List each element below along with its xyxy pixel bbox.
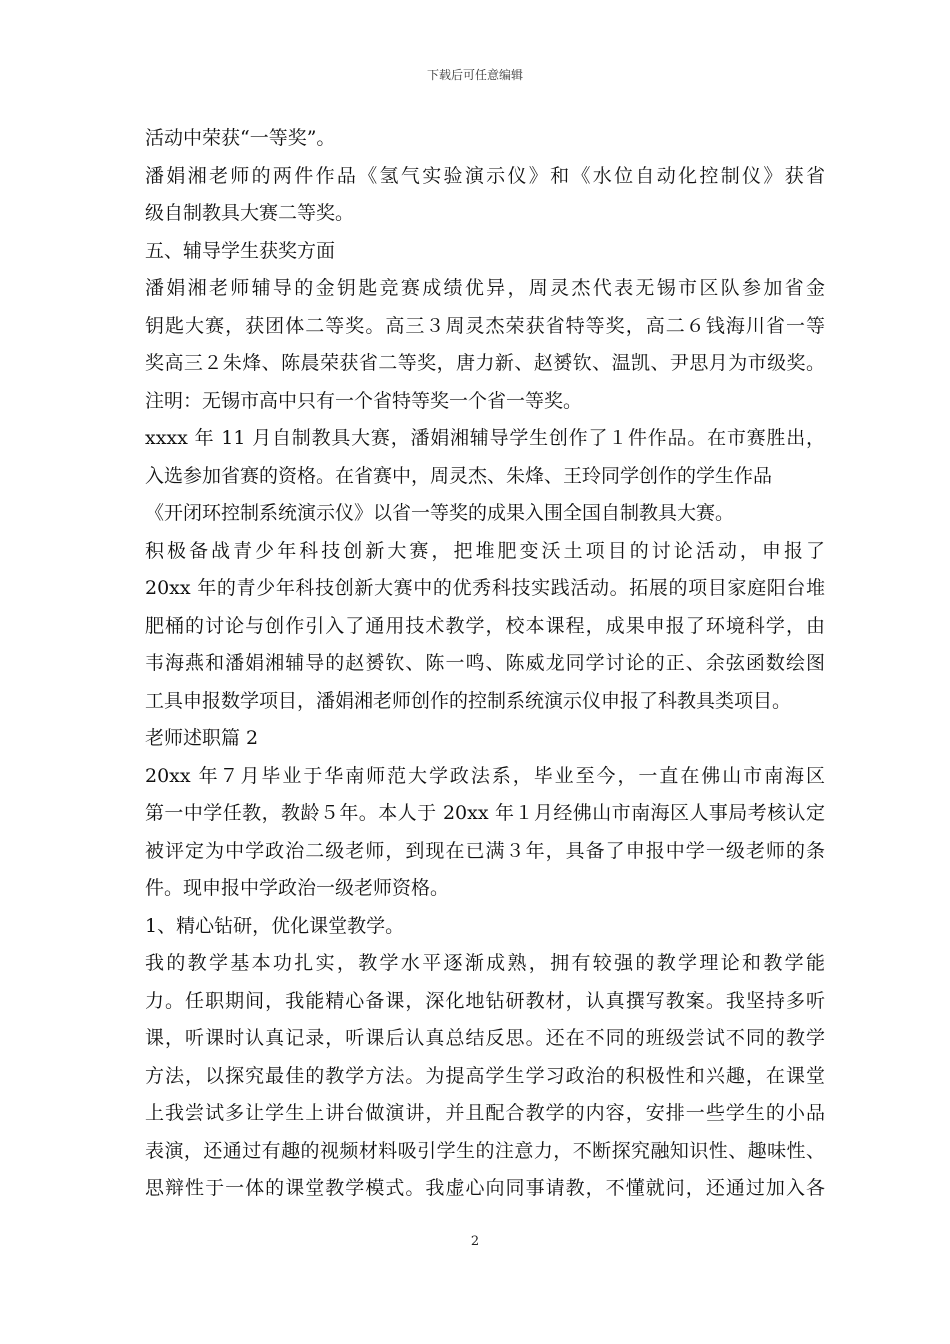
text-line: 五、辅导学生获奖方面 [145, 239, 336, 262]
text-line: 第一中学任教，教龄５年。本人于 20xx 年１月经佛山市南海区人事局考核认定 [145, 802, 825, 824]
page-number: 2 [470, 1234, 480, 1249]
text-line: 活动中荣获“一等奖”。 [145, 127, 336, 149]
document-body [145, 120, 825, 1208]
text-line: 钥匙大赛，获团体二等奖。高三３周灵杰荣获省特等奖，高二６钱海川省一等 [145, 314, 825, 337]
text-line: 级自制教具大赛二等奖。 [145, 202, 355, 224]
text-line: 《开闭环控制系统演示仪》以省一等奖的成果入围全国自制教具大赛。 [145, 502, 735, 524]
text-line: 潘娟湘老师辅导的金钥匙竞赛成绩优异，周灵杰代表无锡市区队参加省金 [145, 277, 825, 299]
text-line: 潘娟湘老师的两件作品《氢气实验演示仪》和《水位自动化控制仪》获省 [145, 164, 825, 187]
text-line: 1、精心钻研，优化课堂教学。 [145, 914, 405, 937]
text-line: 20xx 年７月毕业于华南师范大学政法系，毕业至今，一直在佛山市南海区 [145, 764, 825, 787]
text-line: 思辩性于一体的课堂教学模式。我虚心向同事请教，不懂就问，还通过加入各 [145, 1177, 825, 1199]
text-line: 肥桶的讨论与创作引入了通用技术教学，校本课程，成果申报了环境科学，由 [145, 614, 825, 637]
text-line: 方法，以探究最佳的教学方法。为提高学生学习政治的积极性和兴趣，在课堂 [145, 1064, 825, 1087]
text-line: 上我尝试多让学生上讲台做演讲，并且配合教学的内容，安排一些学生的小品 [145, 1102, 825, 1124]
text-line: 入选参加省赛的资格。在省赛中，周灵杰、朱烽、王玲同学创作的学生作品 [145, 464, 773, 487]
text-line: 我的教学基本功扎实，教学水平逐渐成熟，拥有较强的教学理论和教学能 [145, 952, 825, 974]
text-line: xxxx 年 11 月自制教具大赛，潘娟湘辅导学生创作了１件作品。在市赛胜出， [145, 427, 825, 449]
text-line: 力。任职期间，我能精心备课，深化地钻研教材，认真撰写教案。我坚持多听 [145, 989, 825, 1012]
text-line: 被评定为中学政治二级老师，到现在已满３年，具备了申报中学一级老师的条 [145, 839, 825, 862]
text-line: 积极备战青少年科技创新大赛，把堆肥变沃土项目的讨论活动，申报了 [145, 539, 825, 562]
text-line: 20xx 年的青少年科技创新大赛中的优秀科技实践活动。拓展的项目家庭阳台堆 [145, 577, 825, 599]
page-header: 下载后可任意编辑 [426, 68, 523, 82]
text-line: 老师述职篇 2 [145, 727, 259, 749]
text-line: 件。现申报中学政治一级老师资格。 [145, 877, 450, 899]
text-line: 课，听课时认真记录，听课后认真总结反思。还在不同的班级尝试不同的教学 [145, 1027, 825, 1049]
text-line: 奖高三２朱烽、陈晨荣获省二等奖，唐力新、赵赟钦、温凯、尹思月为市级奖。 [145, 352, 825, 374]
text-line: 注明：无锡市高中只有一个省特等奖一个省一等奖。 [145, 389, 583, 412]
text-line: 工具申报数学项目，潘娟湘老师创作的控制系统演示仪申报了科教具类项目。 [145, 689, 792, 712]
text-line: 表演，还通过有趣的视频材料吸引学生的注意力，不断探究融知识性、趣味性、 [145, 1139, 825, 1162]
text-line: 韦海燕和潘娟湘辅导的赵赟钦、陈一鸣、陈威龙同学讨论的正、余弦函数绘图 [145, 652, 825, 674]
